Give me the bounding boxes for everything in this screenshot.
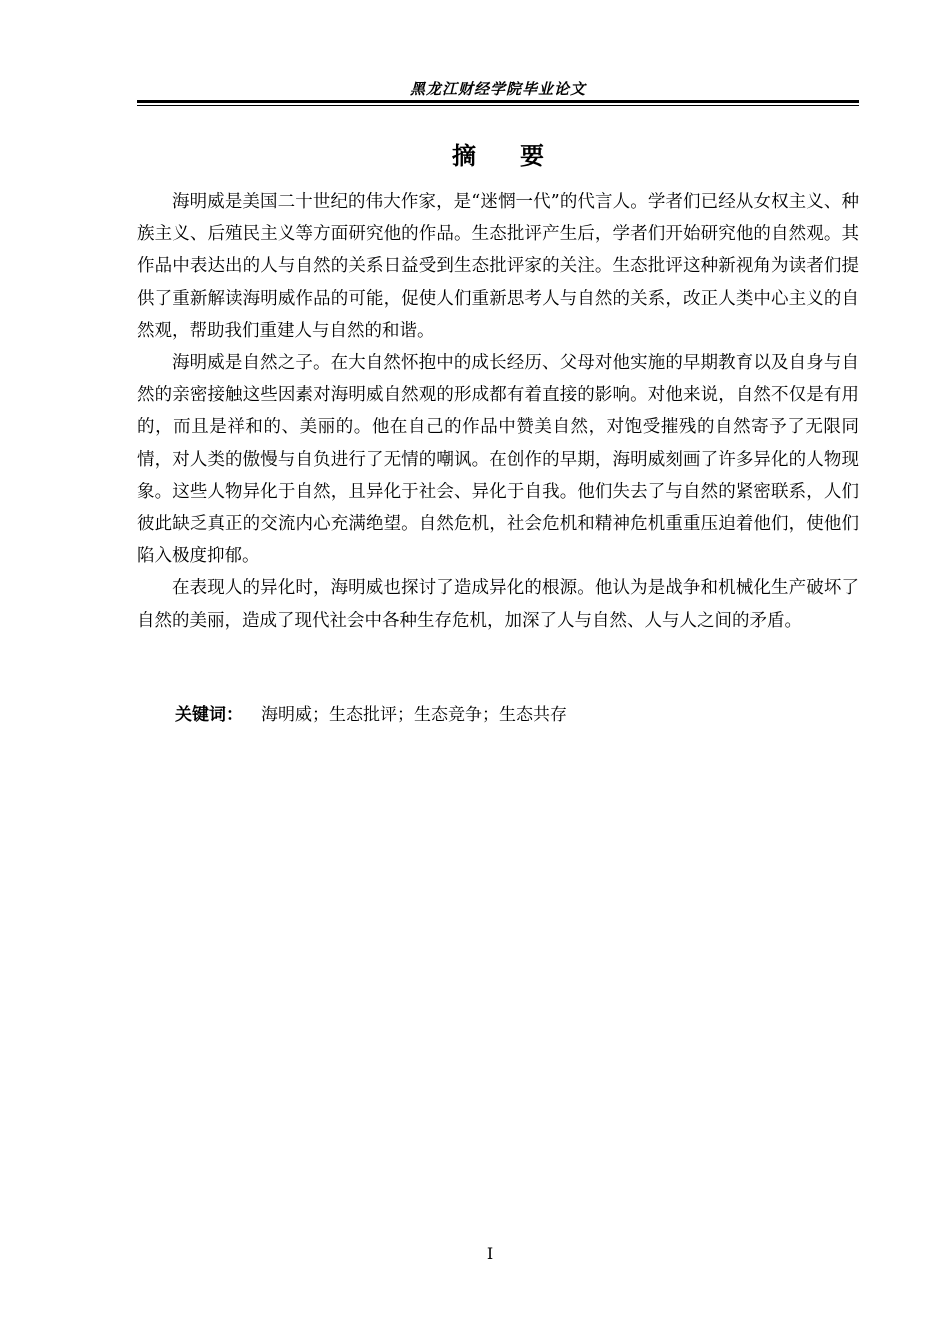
abstract-paragraph-3: 在表现人的异化时，海明威也探讨了造成异化的根源。他认为是战争和机械化生产破坏了自然的美丽，造成了现代社会中各种生存危机，加深了人与自然、人与人之间的矛盾。 (137, 578, 859, 631)
header-rule-thick (137, 100, 859, 103)
abstract-paragraph-1: 海明威是美国二十世纪的伟大作家，是“迷惘一代”的代言人。学者们已经从女权主义、种族主义、后殖民主义等方面研究他的作品。生态批评产生后，学者们开始研究他的自然观。其作品中表达出的人与自然的关系日益受到生态批评家的关注。生态批评这种新视角为读者们提供了重新解读海明威作品的可能，促使人们重新思考人与自然的关系，改正人类中心主义的自然观，帮助我们重建人与自然的和谐。 (137, 192, 859, 341)
abstract-body (137, 186, 859, 637)
page-number: I (486, 1244, 494, 1263)
keywords-value: 海明威；生态批评；生态竞争；生态共存 (261, 705, 567, 725)
keywords-line (175, 703, 567, 727)
header-title: 黑龙江财经学院毕业论文 (409, 80, 586, 98)
keywords-label: 关键词： (175, 705, 243, 725)
header-rule-thin (137, 105, 859, 106)
page-title: 摘要 (452, 141, 588, 170)
abstract-paragraph-2: 海明威是自然之子。在大自然怀抱中的成长经历、父母对他实施的早期教育以及自身与自然的亲密接触这些因素对海明威自然观的形成都有着直接的影响。对他来说，自然不仅是有用的，而且是祥和的、美丽的。他在自己的作品中赞美自然，对饱受摧残的自然寄予了无限同情，对人类的傲慢与自负进行了无情的嘲讽。在创作的早期，海明威刻画了许多异化的人物现象。这些人物异化于自然，且异化于社会、异化于自我。他们失去了与自然的紧密联系，人们彼此缺乏真正的交流内心充满绝望。自然危机，社会危机和精神危机重重压迫着他们，使他们陷入极度抑郁。 (137, 353, 859, 567)
